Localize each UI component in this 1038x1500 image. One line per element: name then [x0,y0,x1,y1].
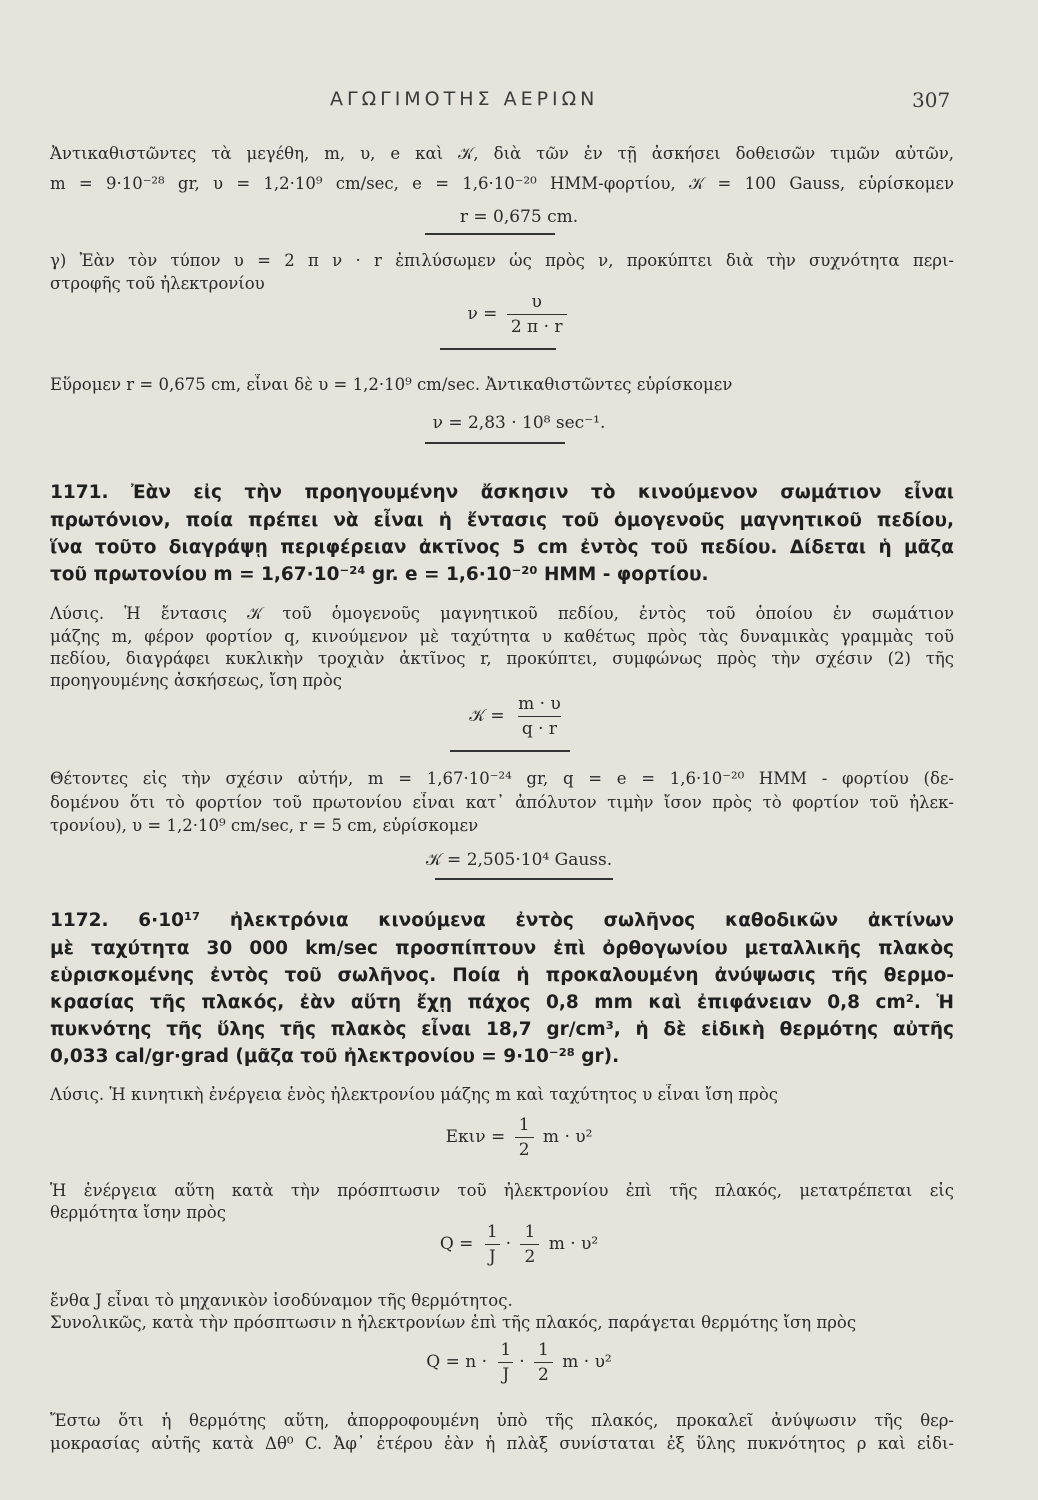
equation-r: r = 0,675 cm. [459,207,579,227]
solution-line: Λύσις. Ἡ ἔντασις 𝒦 τοῦ ὁμογενοῦς μαγνητικοῦ πεδίου, ἐντὸς τοῦ ὁποίου ἐν σωμάτιον [50,604,954,623]
solution-line: προηγουμένης ἀσκήσεως, ἴση πρὸς [50,671,343,690]
header-title: ΑΓΩΓΙΜΟΤΗΣ ΑΕΡΙΩΝ [330,88,599,110]
problem-1171-line: 1171. Ἐὰν εἰς τὴν προηγουμένην ἄσκησιν τὸ κινούμενον σωμάτιον εἶναι [50,482,954,503]
equation-rule [440,348,556,350]
problem-1171-line: πρωτόνιον, ποία πρέπει νὰ εἶναι ἡ ἔντασις τοῦ ὁμογενοῦς μαγνητικοῦ πεδίου, [50,510,954,531]
fraction [514,694,565,739]
text-line: Ἀντικαθιστῶντες τὰ μεγέθη, m, υ, e καὶ 𝒦, διὰ τῶν ἐν τῇ ἀσκήσει δοθεισῶν τιμῶν αὐτῶν, [50,144,954,163]
equation-nu [0,292,1038,337]
eq-rhs: m · υ² [562,1352,612,1372]
numerator: υ [531,292,542,312]
denominator: 2 [534,1362,553,1385]
denominator: J [485,1244,500,1267]
fraction [483,1222,502,1267]
eq-lhs: Eκιν = [445,1127,506,1147]
problem-1172-line: μὲ ταχύτητα 30 000 km/sec προσπίπτουν ἐπὶ ὀρθογωνίου μεταλλικῆς πλακὸς [50,938,954,959]
numerator: m · υ [518,694,561,714]
equation-kinetic-energy [0,1115,1038,1160]
text-line: m = 9·10⁻²⁸ gr, υ = 1,2·10⁹ cm/sec, e = 1,6·10⁻²⁰ ΗΜΜ-φορτίου, 𝒦 = 100 Gauss, εὑρίσκομεν [50,174,954,193]
denominator: 2 [515,1137,534,1160]
eq-lhs: ν = [467,304,498,324]
solution-line: Ἡ ἐνέργεια αὕτη κατὰ τὴν πρόσπτωσιν τοῦ ἠλεκτρονίου ἐπὶ τῆς πλακός, μετατρέπεται εἰς [50,1181,954,1200]
solution-line: θερμότητα ἴσην πρὸς [50,1203,226,1222]
solution-line: Λύσις. Ἡ κινητικὴ ἐνέργεια ἑνὸς ἠλεκτρονίου μάζης m καὶ ταχύτητος υ εἶναι ἴση πρὸς [50,1085,779,1104]
solution-line: μοκρασίας αὐτῆς κατὰ Δθ⁰ C. Ἀφ᾽ ἑτέρου ἐὰν ἡ πλὰξ συνίσταται ἐξ ὕλης πυκνότητος ρ καὶ εἰδι- [50,1434,954,1453]
problem-1172-line: 1172. 6·10¹⁷ ἠλεκτρόνια κινούμενα ἐντὸς σωλῆνος καθοδικῶν ἀκτίνων [50,910,954,931]
problem-1172-line: πυκνότης τῆς ὕλης τῆς πλακὸς εἶναι 18,7 gr/cm³, ἡ δὲ εἰδικὴ θερμότης αὐτῆς [50,1019,954,1040]
solution-line: τρονίου), υ = 1,2·10⁹ cm/sec, r = 5 cm, εὑρίσκομεν [50,816,479,835]
numerator: 1 [500,1340,512,1360]
text-line: γ) Ἐὰν τὸν τύπον υ = 2 π ν · r ἐπιλύσωμεν ὡς πρὸς ν, προκύπτει διὰ τὴν συχνότητα περι- [50,251,954,270]
eq-rhs: m · υ² [548,1234,599,1254]
eq-lhs: 𝒦 = [469,706,505,726]
solution-line: μάζης m, φέρον φορτίον q, κινούμενον μὲ ταχύτητα υ καθέτως πρὸς τὰς δυναμικὰς γραμμὰς τοῦ [50,627,954,646]
solution-line: Ἔστω ὅτι ἡ θερμότης αὕτη, ἀπορροφουμένη ὑπὸ τῆς πλακός, προκαλεῖ ἀνύψωσιν τῆς θερ- [50,1411,954,1430]
solution-line: ἔνθα J εἶναι τὸ μηχανικὸν ἰσοδύναμον τῆς θερμότητος. [50,1291,513,1310]
eq-rhs: m · υ² [542,1127,593,1147]
problem-1171-line: ἵνα τοῦτο διαγράψῃ περιφέρειαν ἀκτῖνος 5 cm ἐντὸς τοῦ πεδίου. Δίδεται ἡ μᾶζα [50,537,954,558]
solution-line: δομένου ὅτι τὸ φορτίον τοῦ πρωτονίου εἶναι κατ᾽ ἀπόλυτον τιμὴν ἴσον πρὸς τὸ φορτίον τοῦ ἠλεκ- [50,793,954,812]
equation-heat: Q = $\frac{1}{J}$ · $\frac{1}{2}$ m · υ² [439,1222,599,1267]
fraction [515,1115,534,1160]
numerator: 1 [524,1222,536,1242]
equation-rule [450,750,570,752]
equation-field-strength [0,694,1038,739]
problem-1172-line: 0,033 cal/gr·grad (μᾶζα τοῦ ἠλεκτρονίου = 9·10⁻²⁸ gr). [50,1046,620,1067]
problem-1172-line: εὑρισκομένης ἐντὸς τοῦ σωλῆνος. Ποία ἡ προκαλουμένη ἀνύψωσις τῆς θερμο- [50,965,954,986]
denominator: 2 [520,1244,539,1267]
fraction [534,1340,553,1385]
equation-total-heat: Q = n · $\frac{1}{J}$ · $\frac{1}{2}$ m · υ² [426,1340,612,1385]
text-line: στροφῆς τοῦ ἠλεκτρονίου [50,274,265,293]
fraction [520,1222,539,1267]
numerator: 1 [538,1340,549,1360]
equation-rule [425,442,565,444]
fraction [496,1340,515,1385]
equation-nu-result: ν = 2,83 · 10⁸ sec⁻¹. [432,413,606,433]
text-line: Εὕρομεν r = 0,675 cm, εἶναι δὲ υ = 1,2·10⁹ cm/sec. Ἀντικαθιστῶντες εὑρίσκομεν [50,375,733,394]
problem-1172-line: κρασίας τῆς πλακός, ἐὰν αὕτη ἔχῃ πάχος 0,8 mm καὶ ἐπιφάνειαν 0,8 cm². Ἡ [50,992,954,1013]
fraction [507,292,567,337]
eq-lhs: Q = n · [426,1352,487,1372]
denominator: J [498,1362,513,1385]
equation-rule [425,233,555,235]
numerator: 1 [486,1222,498,1242]
problem-1171-line: τοῦ πρωτονίου m = 1,67·10⁻²⁴ gr. e = 1,6·10⁻²⁰ ΗΜΜ - φορτίου. [50,564,709,585]
denominator: q · r [518,716,561,739]
numerator: 1 [518,1115,530,1135]
page-number: 307 [912,88,951,112]
solution-line: Θέτοντες εἰς τὴν σχέσιν αὐτήν, m = 1,67·10⁻²⁴ gr, q = e = 1,6·10⁻²⁰ ΗΜΜ - φορτίου (δε- [50,769,954,788]
solution-line: πεδίου, διαγράφει κυκλικὴν τροχιὰν ἀκτῖνος r, προκύπτει, συμφώνως πρὸς τὴν σχέσιν (2) τῆς [50,649,954,668]
equation-rule [435,878,613,880]
equation-result: 𝒦 = 2,505·10⁴ Gauss. [425,850,613,870]
eq-lhs: Q = [439,1234,474,1254]
solution-line: Συνολικῶς, κατὰ τὴν πρόσπτωσιν n ἠλεκτρονίων ἐπὶ τῆς πλακός, παράγεται θερμότης ἴση πρὸς [50,1313,857,1332]
denominator: 2 π · r [507,314,567,337]
